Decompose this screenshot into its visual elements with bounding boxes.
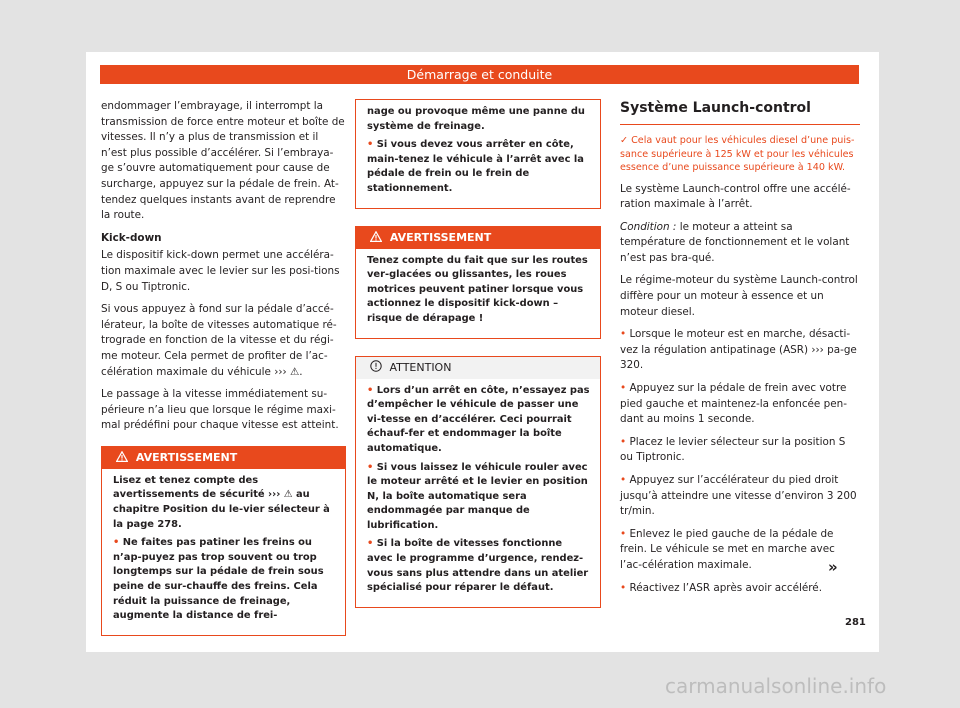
page-number: 281: [845, 617, 866, 628]
warning-box: [101, 446, 346, 636]
paragraph: endommager l’embrayage, il interrompt la transmission de force entre moteur et boîte de vitesses. Il n’y a plus de transmission et il n’est plus possible d’accélérer. Si l’embraya-ge s’ouvre automatiquement pour cause de surcharge, appuyez sur la pédale de frein. At-tendez quelques instants avant de reprendre la route.: [101, 100, 345, 222]
attention-box: [355, 356, 601, 608]
paragraph: Le dispositif kick-down permet une accéléra-tion maximale avec le levier sur les posi-tions D, S ou Tiptronic.: [101, 249, 340, 293]
step-item: • Appuyez sur la pédale de frein avec votre pied gauche et maintenez-la enfoncée pen-dant au moins 1 seconde.: [620, 382, 847, 426]
warning-text: Lisez et tenez compte des avertissements de sécurité ››› ⚠ au chapitre Position du le-vier sélecteur à la page 278.: [113, 474, 330, 530]
warning-text: Tenez compte du fait que sur les routes ver-glacées ou glissantes, les roues motrices peuvent patiner lorsque vous actionnez le dispositif kick-down – risque de dérapage !: [367, 254, 588, 324]
attention-header: [356, 357, 600, 379]
attention-bullet: • Lors d’un arrêt en côte, n’essayez pas d’empêcher le véhicule de passer une vi-tesse en d’accélérer. Ceci pourrait échauf-fer et endommager la boîte automatique.: [367, 384, 590, 454]
step-item: • Lorsque le moteur est en marche, désacti-vez la régulation antipatinage (ASR) ››› pa-ge 320.: [620, 328, 857, 372]
column-left: [101, 99, 346, 636]
warning-body: [356, 100, 600, 208]
applicability-note: ✓ Cela vaut pour les véhicules diesel d’une puis-sance supérieure à 125 kW et pour les véhicules essence d’une puissance supérieure à 140 kW.: [620, 135, 855, 173]
paragraph: Le système Launch-control offre une accélé-ration maximale à l’arrêt.: [620, 182, 851, 211]
warning-bullet: • Si vous devez vous arrêter en côte, main-tenez le véhicule à l’arrêt avec la pédale de frein ou le frein de stationnement.: [367, 139, 584, 194]
section-header: Démarrage et conduite: [100, 65, 859, 84]
warning-box-continued: [355, 99, 601, 209]
step-item: • Enlevez le pied gauche de la pédale de frein. Le véhicule se met en marche avec l’ac-célération maximale.: [620, 527, 835, 571]
step-item: • Placez le levier sélecteur sur la position S ou Tiptronic.: [620, 435, 846, 464]
warning-text: nage ou provoque même une panne du système de freinage.: [367, 106, 585, 132]
warning-header: [102, 447, 345, 469]
attention-title: ATTENTION: [389, 360, 452, 374]
warning-triangle-icon: [116, 451, 128, 462]
warning-box-kick-down: [355, 226, 601, 339]
paragraph: Si vous appuyez à fond sur la pédale d’accé-lérateur, la boîte de vitesses automatique ré-trograde en fonction de la vitesse et du régi-me moteur. Cela permet de profiter de l’ac-célération maximale du véhicule ››› ⚠.: [101, 303, 337, 378]
info-circle-icon: [370, 360, 382, 372]
condition-paragraph: Condition : le moteur a atteint sa température de fonctionnement et le volant n’est pas bra-qué.: [620, 220, 850, 264]
column-right: [620, 99, 860, 603]
continue-marker: »: [828, 558, 838, 576]
step-item: • Appuyez sur l’accélérateur du pied droit jusqu’à atteindre une vitesse d’environ 3 200 tr/min.: [620, 474, 857, 518]
paragraph: Le passage à la vitesse immédiatement su-périeure n’a lieu que lorsque le régime maxi-mal prédéfini pour chaque vitesse est atteint.: [101, 388, 339, 432]
column-middle: [355, 99, 601, 608]
warning-bullet: • Ne faites pas patiner les freins ou n’ap-puyez pas trop souvent ou trop longtemps sur la pédale de frein sous peine de sur-chauffe des freins. Cela réduit la puissance de freinage, augmente la distance de frei-: [113, 537, 324, 622]
attention-body: [356, 379, 600, 607]
warning-header: [356, 227, 600, 249]
attention-bullet: • Si vous laissez le véhicule rouler avec le moteur arrêté et le levier en position N, la boîte automatique sera endommagée par manque de lubrification.: [367, 461, 588, 531]
step-item: • Réactivez l’ASR après avoir accéléré.: [620, 581, 822, 594]
subheading-kick-down: Kick-down: [101, 231, 162, 244]
warning-body: [102, 469, 345, 635]
watermark: carmanualsonline.info: [665, 674, 887, 698]
warning-triangle-icon: [370, 231, 382, 242]
attention-bullet: • Si la boîte de vitesses fonctionne avec le programme d’urgence, rendez-vous sans plus attendre dans un atelier spécialisé pour réparer le défaut.: [367, 538, 589, 594]
section-title: Système Launch-control: [620, 99, 860, 125]
warning-title: AVERTISSEMENT: [135, 450, 238, 464]
paragraph: Le régime-moteur du système Launch-control diffère pour un moteur à essence et un moteur diesel.: [620, 274, 858, 318]
warning-body: [356, 249, 600, 338]
warning-title: AVERTISSEMENT: [389, 230, 492, 244]
